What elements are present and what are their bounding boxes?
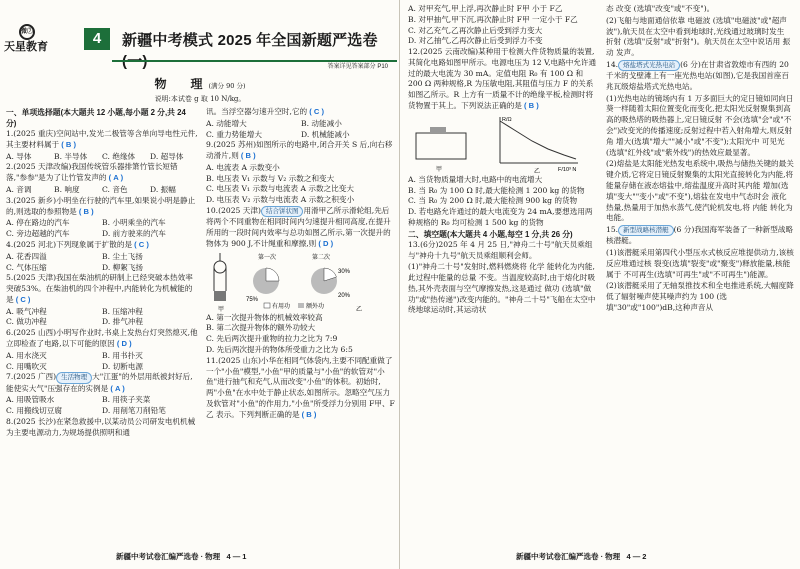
option-line: C. 电压表 V₁ 示数与电流表 A 示数之比变大 xyxy=(206,184,354,194)
question-stem: (1)光热电站的镜场内有 1 万多面巨大的定日镜如同向日葵一样随着太阳位置变化而变化,把太阳光反射聚集到高高的吸热塔的吸热器上,定日镜反射 不会(选填"会"或"不会")改变光的传播速度;反射过程中若入射角增大,则反射角 增大(选填"增大""减小"或"不变");太阳光中 可见光(选填"红外线"或"紫外线")的热效应最显著。 xyxy=(606,93,794,157)
option-item: B. 尘土飞扬 xyxy=(102,251,143,261)
question-text xyxy=(606,4,794,15)
question-stem: (2)熔盐是太阳能光热发电系统中,吸热与储热关键的最关键介质,它将定日镜反射聚集的太阳光直接转化为内能,将能量存储在液态熔盐中,熔盐温度升高时其内能 增加(选填"变大""变小"或"不变"),熔盐在发电中气态时会 液化 热量,热量用于加热水蒸气,使汽轮机发电,将 内能 转化为电能。 xyxy=(606,159,794,223)
section-heading: 一、单项选择题(本大题共 12 小题,每小题 2 分,共 24 分) xyxy=(6,108,186,129)
option-item: D. 柳絮飞扬 xyxy=(102,262,144,272)
option-line: D. 对乙抽气,乙再次静止后受到浮力不变 xyxy=(408,36,543,46)
question-text xyxy=(6,162,198,184)
question-text xyxy=(6,273,198,305)
option-line: D. 若电路允许通过的最大电流变为 24 mA,要想选用两种规格的 R₀ 均可检测 1 500 kg 的货物 xyxy=(408,207,593,227)
answer-mark: ( C ) xyxy=(13,294,31,304)
question-text xyxy=(606,16,794,59)
option-item: B. 用筷子夹菜 xyxy=(102,395,151,405)
topic-tag: 熔盐塔式光热电站 xyxy=(618,60,680,71)
option-item: A. 音调 xyxy=(6,185,32,195)
option-list xyxy=(6,351,198,373)
option-list xyxy=(6,307,198,329)
pulley-figure xyxy=(214,253,226,301)
option-item: D. 超导体 xyxy=(150,151,184,161)
option-list xyxy=(6,395,198,417)
question-stem: 4.(2025 河北)下列现象属于扩散的是 xyxy=(6,239,133,249)
question-stem: 7.(2025 广西) xyxy=(6,372,57,382)
question-text xyxy=(606,60,794,93)
subject-name: 物 理 xyxy=(154,77,209,91)
option-item: A. 动能增大 xyxy=(206,118,247,128)
x-axis-label: F/10³ N xyxy=(558,166,577,173)
paper-number: 4 xyxy=(84,28,110,50)
option-line: A. 第一次提升物体的机械效率较高 xyxy=(206,312,323,322)
option-item: C. 绝缘体 xyxy=(102,151,136,161)
question-stem: (2)飞船与地面通信依靠 电磁波 (选填"电磁波"或"超声波"),航天员在太空中看到地球时,光线通过玻璃时发生 折射 (选填"反射"或"折射")。航天员在太空中说话用 振动 发声。 xyxy=(606,15,791,58)
option-item: A. 用水浇灭 xyxy=(6,350,47,360)
answer-mark: ( B ) xyxy=(76,206,94,216)
exam-note: 说明:本试卷 g 取 10 N/kg。 xyxy=(154,95,246,103)
option-item: B. 响度 xyxy=(54,185,80,195)
option-item: A. 停在路边的汽车 xyxy=(6,218,70,228)
option-item: C. 重力势能增大 xyxy=(206,129,262,139)
question-text xyxy=(206,206,396,250)
legend-useful: 有用功 xyxy=(272,303,291,310)
question-stem: 15. xyxy=(606,225,619,235)
brand-name: 天星教育 xyxy=(4,41,48,53)
topic-tag: 结合饼状图 xyxy=(261,206,304,217)
option-item: D. 机械能减小 xyxy=(301,129,350,139)
option-item: C. 音色 xyxy=(102,185,128,195)
question-text xyxy=(6,196,198,218)
option-item: B. 用书扑灭 xyxy=(102,350,143,360)
footer-left-page: 4 — 1 xyxy=(226,552,247,562)
answer-mark: ( B ) xyxy=(238,151,256,161)
option-line: B. 电压表 V₁ 示数与 V₂ 示数之和变大 xyxy=(206,173,335,183)
topic-tag: 生活物理 xyxy=(56,372,92,383)
logo-mark: 微⑦ xyxy=(19,24,35,40)
option-item: B. 压缩冲程 xyxy=(102,306,143,316)
option-item: C. 用搬线切豆腐 xyxy=(6,406,62,416)
pie1-label: 第一次 xyxy=(258,254,277,261)
right-page xyxy=(400,0,800,569)
footer-left-text: 新疆中考试卷汇编严选卷 · 物理 xyxy=(116,552,221,562)
option-item: A. 导体 xyxy=(6,151,32,161)
option-list xyxy=(206,119,396,141)
right-column-1 xyxy=(408,4,598,317)
question-stem: 3.(2025 新乡)小明坐在行驶的汽车里,如果说小明是静止的,则选取的参照物是 xyxy=(6,195,196,216)
section-heading: 二、填空题(本大题共 4 小题,每空 1 分,共 26 分) xyxy=(408,229,573,239)
question-stem: 5.(2025 天津)我国在柴油机的研制上已经突破本热效率突破53%。在柴油机的四个冲程中,内能转化为机械能的是 xyxy=(6,273,193,304)
footer-left xyxy=(116,552,246,563)
option-item: A. 花香四溢 xyxy=(6,251,47,261)
legend-extra: 额外功 xyxy=(306,303,325,310)
question-stem: 态 改变 (选填"改变"或"不变")。 xyxy=(606,4,715,13)
resistance-curve xyxy=(500,121,576,159)
pie2-percent-b: 20% xyxy=(338,292,351,299)
question-stem: 14. xyxy=(606,59,619,69)
option-line: C. 对乙充气,乙再次静止后受到浮力变大 xyxy=(408,25,543,35)
question-text xyxy=(606,248,794,280)
option-item: C. 用嘴吹灭 xyxy=(6,361,47,371)
question-stem: 讯。当浮空器匀速升空时,它的 xyxy=(206,107,308,116)
option-line: A. 当货物质量增大时,电路中的电流增大 xyxy=(408,174,543,184)
question-text xyxy=(6,129,198,151)
option-line: C. 当 R₀ 为 200 Ω 时,最大能检测 900 kg 的货物 xyxy=(408,196,578,206)
subject-title xyxy=(0,76,400,93)
pie2-label: 第二次 xyxy=(312,254,331,261)
fig-b-label: 乙 xyxy=(534,168,541,175)
left-column-2 xyxy=(206,107,396,421)
option-item: D. 切断电源 xyxy=(102,361,144,371)
circuit-diagram xyxy=(416,133,466,159)
option-line: A. 电流表 A 示数变小 xyxy=(206,162,280,172)
footer-right-page: 4 — 2 xyxy=(626,552,647,562)
fig-label-b: 乙 xyxy=(356,306,363,313)
option-item: B. 半导体 xyxy=(54,151,88,161)
left-column-1 xyxy=(6,107,198,439)
legend-useful-swatch xyxy=(264,303,270,308)
question-stem: 8.(2025 长沙)在紧急救援中,以某动员公司研发电机机械为主要电源动力,为规场提供照明和通 xyxy=(6,416,196,437)
option-item: D. 排气冲程 xyxy=(102,317,144,327)
question-text xyxy=(206,140,396,162)
option-line: A. 对甲充气,甲上浮,再次静止时 F甲 小于 F乙 xyxy=(408,4,563,13)
question-text xyxy=(6,417,198,439)
question-stem: 13.(6分)2025 年 4 月 25 日,"神舟二十号"航天员乘组与"神舟十九号"航天员乘组顺利会师。 xyxy=(408,239,593,260)
question-stem: 12.(2025 云南改编)某种用于检测大件货物质量的装置,其简化电路如图甲所示。电源电压为 12 V,电路中允许通过的最大电流为 30 mA。定值电阻 R₀ 有 100 Ω 和 200 Ω 两种规格,R 为压敏电阻,其阻值与压力 F 的关系如图乙所示。R 上方有一质量不计的绝缘平板,检测时将货物置于其上。下列说法正确的是 xyxy=(408,47,597,111)
question-text xyxy=(6,372,198,394)
option-line: B. 第二次提升物体的额外功较大 xyxy=(206,323,316,333)
option-item: D. 用削笔刀削铅笔 xyxy=(102,406,166,416)
fig-label-a: 甲 xyxy=(218,306,225,313)
option-item: D. 前方驶来的汽车 xyxy=(102,229,166,239)
question-stem: (1)"神舟二十号"发射时,燃料燃烧将 化学 能转化为内能,此过程中能量的总量 不变。当温度较高时,由于熔化时吸热,其外壳表面与空气摩擦发热,这是通过 做功 (选填"做功"或"热传递")改变内能的。"神舟二十号"飞船在太空中绕地球运动时,其运动状 xyxy=(408,262,596,315)
y-axis-label: R/Ω xyxy=(502,116,512,123)
question-text xyxy=(6,240,198,251)
option-item: C. 气体压缩 xyxy=(6,262,47,272)
question-text xyxy=(408,47,598,112)
question-text xyxy=(606,94,794,159)
option-item: C. 旁边超越的汽车 xyxy=(6,229,70,239)
question-text xyxy=(206,356,396,421)
answer-mark: ( A ) xyxy=(108,383,125,393)
option-item: C. 做功冲程 xyxy=(6,317,47,327)
question-text xyxy=(6,328,198,350)
option-line: C. 先后两次提升重物的拉力之比为 7:9 xyxy=(206,334,338,344)
option-item: A. 用吸管吸水 xyxy=(6,395,55,405)
footer-right xyxy=(516,552,646,563)
answer-reference: 答案详见答案部分 P10 xyxy=(327,64,388,70)
fig-a-label: 甲 xyxy=(436,166,443,173)
question-stem: 2.(2025 天津改编)我国传统管乐器排箫竹管长短错落,"参参"是为了让竹管发声的 xyxy=(6,162,178,183)
question-text xyxy=(606,225,794,247)
answer-mark: ( B ) xyxy=(59,139,77,149)
question-text xyxy=(606,159,794,224)
option-item: A. 吸气冲程 xyxy=(6,306,47,316)
option-list xyxy=(6,218,198,240)
option-list xyxy=(6,152,198,163)
option-line: D. 电压表 V₂ 示数与电流表 A 示数之积变小 xyxy=(206,195,355,205)
question-stem: 6.(2025 山西)小明写作业时,书桌上发热台灯突然熄灭,他立即检查了电路,以下可能的原因 xyxy=(6,328,198,348)
option-line: B. 当 R₀ 为 100 Ω 时,最大能检测 1 200 kg 的货物 xyxy=(408,185,585,195)
pie1-percent: 75% xyxy=(246,296,259,303)
answer-mark: ( D ) xyxy=(114,338,132,348)
footer-right-text: 新疆中考试卷汇编严选卷 · 物理 xyxy=(516,552,621,562)
question-stem-cont: 大"江蛋"的外层用纸被封好后,能使实大气"压强存在的实例是 xyxy=(6,372,193,393)
option-line: B. 对甲抽气,甲下沉,再次静止时 F甲 一定小于 F乙 xyxy=(408,14,578,24)
question-stem: 11.(2025 山东)小华在相同气体袋内,主要不同配重做了一个"小鱼"模型,"小鱼"甲的质量与"小鱼"的软管对"小鱼"进行抽气和充气,从而改变"小鱼"的体积。初始时,两"小鱼"在水中处于静止状态,如图所示。忽略空气压力及软管对"小鱼"的作用力,"小鱼"所受浮力分别用 F甲、F乙 表示。下列判断正确的是 xyxy=(206,355,395,419)
topic-tag: 新型战略核潜艇 xyxy=(618,225,674,236)
option-item: D. 振幅 xyxy=(150,185,176,195)
pie-figure xyxy=(206,251,396,313)
answer-mark: ( A ) xyxy=(106,173,124,183)
pie2-percent-a: 30% xyxy=(338,268,351,275)
question-text xyxy=(408,262,598,316)
question-stem-cont: 用滑甲乙所示滑轮组,先后将两个不同重物在相同时间内匀速提升相同高度,在提升所用的一段时间内效率与总功如图乙所示,第一次提升的物体为 900 J,不计绳重和摩擦,则 xyxy=(206,206,391,248)
answer-mark: ( C ) xyxy=(307,107,325,116)
question-stem: (1)该潜艇采用第四代小型压水式核反应堆提供动力,该核反应堆通过核 裂变(选填"裂变"或"聚变")释放能量,核能属于 不可再生(选填"可再生"或"不可再生")能源。 xyxy=(606,248,794,279)
question-stem: 9.(2025 苏州)如图所示的电路中,闭合开关 S 后,向右移动滑片,则 xyxy=(206,140,393,161)
pie1-extra-slice xyxy=(266,268,279,281)
option-line: D. 先后两次提升的物体所受重力之比为 6:5 xyxy=(206,344,353,354)
question-stem-cont: (6 分)我国海军装备了一种新型战略核潜艇。 xyxy=(606,225,794,246)
legend-extra-swatch xyxy=(298,303,304,308)
subject-score: (满分 90 分) xyxy=(208,82,246,90)
resistance-graph-figure xyxy=(408,113,598,175)
question-text xyxy=(206,107,396,118)
question-stem: 10.(2025 天津) xyxy=(206,206,261,216)
option-item: B. 动能减小 xyxy=(301,118,342,128)
right-column-2 xyxy=(606,4,794,315)
answer-mark: ( B ) xyxy=(299,409,317,419)
brand-logo xyxy=(4,24,52,64)
answer-mark: ( D ) xyxy=(316,238,334,248)
pie-chart-svg xyxy=(206,251,392,313)
paper-title: 新疆中考模式 2025 年全国新题严选卷(一) xyxy=(122,32,378,71)
option-list xyxy=(6,185,198,196)
answer-mark: ( C ) xyxy=(132,239,149,249)
option-item: B. 小明乘坐的汽车 xyxy=(102,218,166,228)
question-stem: (2)该潜艇采用了无轴泵推技术和全电推进系统,大幅度降低了辐射噪声使其噪声约为 100 (选填"30"或"100")dB,这种声音从 xyxy=(606,281,794,312)
title-underline xyxy=(112,60,397,62)
circuit-graph-svg xyxy=(408,113,594,175)
question-stem-cont: (6 分)在甘肃省敦煌市有西的 20 千米的戈壁滩上有一座光热电站(如图),它是我国首座百兆瓦级熔盐塔式光热电站。 xyxy=(606,59,789,91)
option-list xyxy=(6,252,198,274)
answer-mark: ( B ) xyxy=(521,101,539,111)
page-header xyxy=(0,0,400,71)
cargo-plate xyxy=(430,127,446,133)
question-stem: 1.(2025 重庆)空间站中,发光二极管等含单向导电性元件,其主要材料属于 xyxy=(6,129,198,149)
question-text xyxy=(408,240,598,262)
question-text xyxy=(606,281,794,313)
